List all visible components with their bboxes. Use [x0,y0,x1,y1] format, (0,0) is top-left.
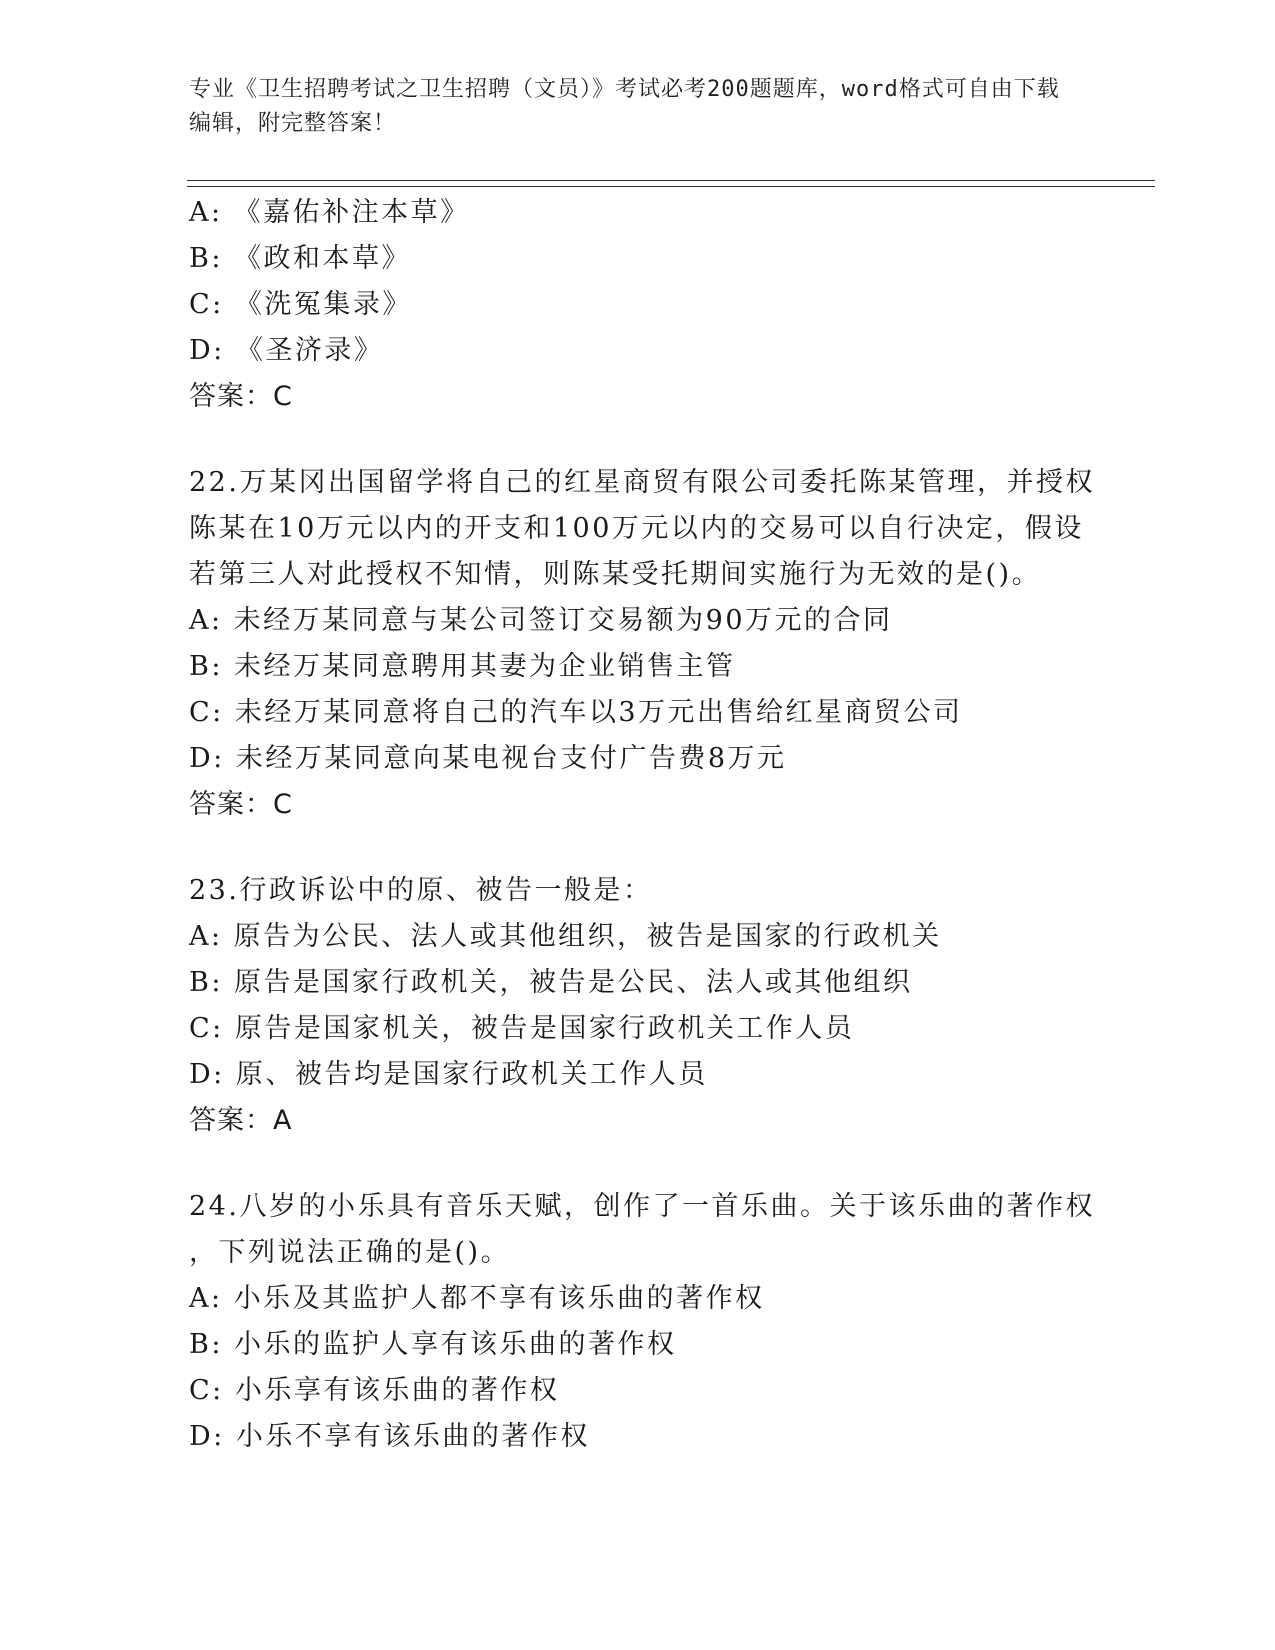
question-stem-line: 22.万某冈出国留学将自己的红星商贸有限公司委托陈某管理，并授权 [189,467,1095,498]
question-list [189,190,1095,1460]
question-block [189,1184,1095,1460]
header-divider-bottom [187,186,1155,187]
answer-line: 答案：C [189,789,293,820]
question-block [189,190,1089,420]
option-d: D: 《圣济录》 [189,335,384,366]
option-c: C: 小乐享有该乐曲的著作权 [189,1375,560,1406]
option-a: A: 《嘉佑补注本草》 [189,197,470,228]
question-stem-line: 23.行政诉讼中的原、被告一般是： [189,875,653,906]
option-a: A: 小乐及其监护人都不享有该乐曲的著作权 [189,1283,765,1314]
header-divider-top [187,180,1155,181]
option-b: B: 《政和本草》 [189,243,412,274]
question-block [189,460,1095,828]
answer-line: 答案：A [189,1105,293,1136]
question-stem-line: 陈某在10万元以内的开支和100万元以内的交易可以自行决定，假设 [189,513,1084,544]
option-d: D: 小乐不享有该乐曲的著作权 [189,1421,590,1452]
question-block [189,868,1089,1144]
option-a: A: 未经万某同意与某公司签订交易额为90万元的合同 [189,605,893,636]
question-stem-line: 24.八岁的小乐具有音乐天赋，创作了一首乐曲。关于该乐曲的著作权 [189,1191,1095,1222]
option-d: D: 未经万某同意向某电视台支付广告费8万元 [189,743,787,774]
option-c: C: 未经万某同意将自己的汽车以3万元出售给红星商贸公司 [189,697,963,728]
answer-line: 答案：C [189,381,293,412]
option-b: B: 原告是国家行政机关，被告是公民、法人或其他组织 [189,967,913,998]
option-c: C: 《洗冤集录》 [189,289,412,320]
option-d: D: 原、被告均是国家行政机关工作人员 [189,1059,708,1090]
question-stem-line: ，下列说法正确的是()。 [189,1237,511,1268]
question-stem-line: 若第三人对此授权不知情，则陈某受托期间实施行为无效的是()。 [189,559,1042,590]
option-b: B: 小乐的监护人享有该乐曲的著作权 [189,1329,677,1360]
option-c: C: 原告是国家机关，被告是国家行政机关工作人员 [189,1013,855,1044]
option-a: A: 原告为公民、法人或其他组织，被告是国家的行政机关 [189,921,942,952]
option-b: B: 未经万某同意聘用其妻为企业销售主管 [189,651,736,682]
document-header: 专业《卫生招聘考试之卫生招聘（文员）》考试必考200题题库，word格式可自由下载编辑，附完整答案！ [189,77,1060,136]
